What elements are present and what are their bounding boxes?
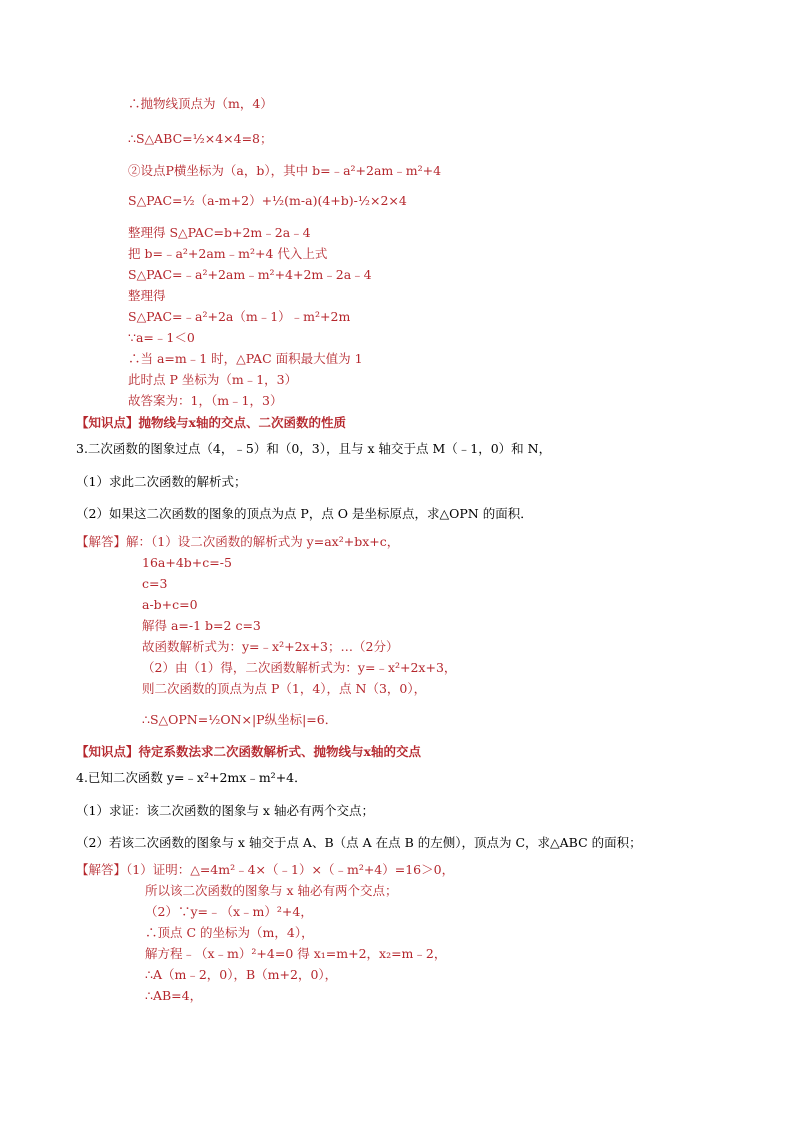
text-line: ②设点P横坐标为（a，b），其中 b=﹣a²+2am﹣m²+4 [128, 163, 442, 178]
text-line: 所以该二次函数的图象与 x 轴必有两个交点； [145, 883, 398, 898]
text-line: ∴当 a=m﹣1 时，△PAC 面积最大值为 1 [128, 351, 363, 366]
text-line: （2）∵y=﹣（x﹣m）²+4， [145, 904, 313, 919]
knowledge-point-heading: 【知识点】待定系数法求二次函数解析式、抛物线与x轴的交点 [76, 744, 421, 759]
answer-heading: 【解答】解：（1）设二次函数的解析式为 y=ax²+bx+c， [76, 534, 400, 549]
text-line: ∴S△OPN=½ON×|P纵坐标|=6． [142, 712, 338, 727]
answer-heading: 【解答】（1）证明：△=4m²﹣4×（﹣1）×（﹣m²+4）=16＞0， [76, 862, 455, 877]
question-title: 3.二次函数的图象过点（4，﹣5）和（0，3），且与 x 轴交于点 M（﹣1，0）和 N， [76, 441, 552, 456]
text-line: ∴A（m﹣2，0），B（m+2，0）， [145, 967, 338, 982]
text-line: 故答案为：1，（m﹣1，3） [128, 393, 283, 408]
text-line: （2）由（1）得，二次函数解析式为：y=﹣x²+2x+3， [142, 660, 457, 675]
knowledge-point-heading: 【知识点】抛物线与x轴的交点、二次函数的性质 [76, 415, 346, 430]
text-line: 则二次函数的顶点为点 P（1，4），点 N（3，0）， [142, 681, 427, 696]
text-line: 整理得 [128, 288, 166, 303]
text-line: ∴AB=4， [145, 988, 203, 1003]
question-part: （2）若该二次函数的图象与 x 轴交于点 A、B（点 A 在点 B 的左侧），顶点为 C，求△ABC 的面积； [76, 835, 642, 850]
text-line: 此时点 P 坐标为（m﹣1，3） [128, 372, 298, 387]
question-title: 4.已知二次函数 y=﹣x²+2mx﹣m²+4． [76, 770, 307, 785]
question-part: （1）求此二次函数的解析式； [76, 474, 247, 489]
text-line: S△PAC=½（a-m+2）+½(m-a)(4+b)-½×2×4 [128, 193, 407, 208]
text-line: 把 b=﹣a²+2am﹣m²+4 代入上式 [128, 246, 328, 261]
text-line: S△PAC=﹣a²+2am﹣m²+4+2m﹣2a﹣4 [128, 267, 372, 282]
text-line: 整理得 S△PAC=b+2m﹣2a﹣4 [128, 225, 311, 240]
question-part: （2）如果这二次函数的图象的顶点为点 P，点 O 是坐标原点，求△OPN 的面积． [76, 506, 533, 521]
text-line: ∵a=﹣1＜0 [128, 330, 195, 345]
text-line: 解方程﹣（x﹣m）²+4=0 得 x₁=m+2，x₂=m﹣2， [145, 946, 447, 961]
text-line: 16a+4b+c=-5 [142, 555, 232, 570]
text-line: S△PAC=﹣a²+2a（m﹣1）﹣m²+2m [128, 309, 351, 324]
text-line: ∴顶点 C 的坐标为（m，4）， [145, 925, 314, 940]
text-line: 故函数解析式为：y=﹣x²+2x+3；…（2分） [142, 639, 399, 654]
text-line: a-b+c=0 [142, 597, 198, 612]
text-line: ∴S△ABC=½×4×4=8； [128, 131, 273, 146]
question-part: （1）求证：该二次函数的图象与 x 轴必有两个交点； [76, 803, 374, 818]
text-line: c=3 [142, 576, 168, 591]
text-line: ∴抛物线顶点为（m，4） [128, 96, 273, 111]
text-line: 解得 a=-1 b=2 c=3 [142, 618, 261, 633]
